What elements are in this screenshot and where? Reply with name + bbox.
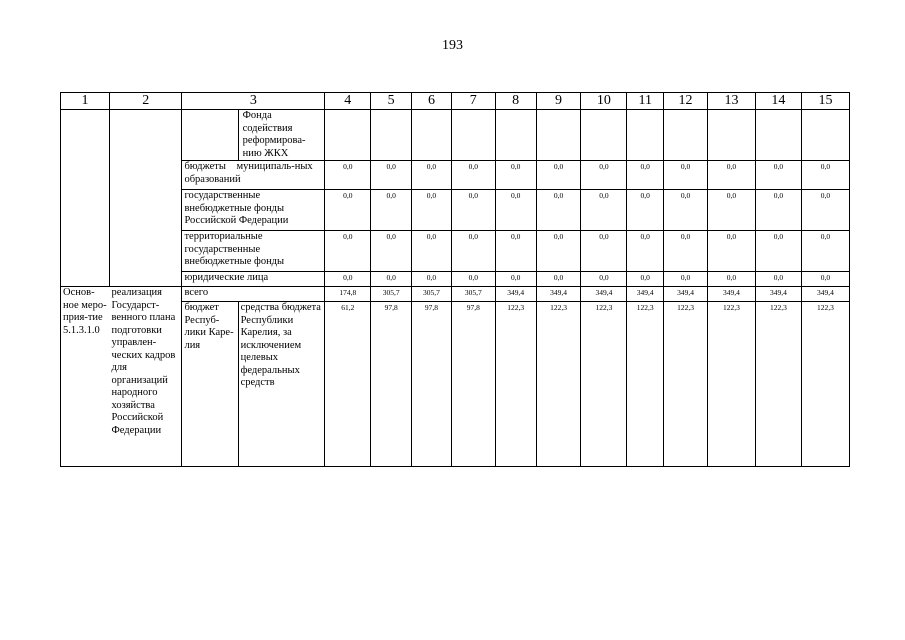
program-funding-table (60, 92, 850, 467)
value-cell: 0,0 (412, 272, 452, 287)
activity-code: Основ-ное меро-прия-тие 5.1.3.1.0 (61, 287, 110, 467)
value-cell: 0,0 (536, 231, 581, 272)
value-cell: 0,0 (412, 161, 452, 190)
value-cell (801, 110, 849, 161)
source-label (182, 161, 325, 190)
value-cell: 349,4 (536, 287, 581, 302)
source-label: всего (182, 287, 325, 302)
value-cell: 122,3 (627, 302, 664, 467)
source-label: территориальные государственные внебюджетные фонды (182, 231, 325, 272)
value-cell: 0,0 (707, 272, 755, 287)
value-cell (581, 110, 627, 161)
value-cell: 122,3 (536, 302, 581, 467)
value-cell: 0,0 (664, 231, 708, 272)
header-cell: 3 (182, 93, 325, 110)
value-cell: 0,0 (801, 161, 849, 190)
value-cell: 0,0 (536, 272, 581, 287)
header-cell: 12 (664, 93, 708, 110)
value-cell: 0,0 (412, 231, 452, 272)
table-row-total (61, 287, 850, 302)
value-cell: 97,8 (451, 302, 495, 467)
value-cell: 174,8 (325, 287, 371, 302)
header-cell: 14 (755, 93, 801, 110)
value-cell: 0,0 (371, 231, 412, 272)
value-cell: 0,0 (371, 272, 412, 287)
value-cell (325, 110, 371, 161)
value-cell: 0,0 (627, 161, 664, 190)
value-cell (536, 110, 581, 161)
value-cell: 0,0 (801, 231, 849, 272)
value-cell: 0,0 (755, 272, 801, 287)
value-cell: 0,0 (581, 272, 627, 287)
value-cell: 0,0 (495, 231, 536, 272)
value-cell: 305,7 (371, 287, 412, 302)
header-cell: 5 (371, 93, 412, 110)
header-cell: 8 (495, 93, 536, 110)
header-cell: 11 (627, 93, 664, 110)
table-row-fund (61, 110, 850, 161)
source-label-part: бюджеты (184, 161, 226, 172)
value-cell: 0,0 (707, 190, 755, 231)
value-cell: 122,3 (581, 302, 627, 467)
value-cell: 122,3 (707, 302, 755, 467)
value-cell: 122,3 (664, 302, 708, 467)
value-cell: 97,8 (371, 302, 412, 467)
value-cell: 0,0 (451, 190, 495, 231)
value-cell: 0,0 (627, 190, 664, 231)
value-cell: 97,8 (412, 302, 452, 467)
value-cell: 0,0 (664, 272, 708, 287)
header-cell: 9 (536, 93, 581, 110)
value-cell: 122,3 (495, 302, 536, 467)
value-cell (755, 110, 801, 161)
value-cell: 61,2 (325, 302, 371, 467)
value-cell: 349,4 (495, 287, 536, 302)
header-cell: 7 (451, 93, 495, 110)
empty-cell (182, 110, 238, 161)
value-cell: 122,3 (801, 302, 849, 467)
source-sublabel: средства бюджета Республики Карелия, за исключением целевых федеральных средств (238, 302, 325, 467)
value-cell: 0,0 (755, 231, 801, 272)
source-label: Фонда содействия реформирова-нию ЖКХ (238, 110, 325, 161)
value-cell: 0,0 (451, 231, 495, 272)
value-cell: 0,0 (451, 161, 495, 190)
value-cell: 0,0 (707, 231, 755, 272)
empty-cell (61, 110, 110, 287)
value-cell (412, 110, 452, 161)
value-cell: 0,0 (581, 190, 627, 231)
header-cell: 13 (707, 93, 755, 110)
value-cell: 122,3 (755, 302, 801, 467)
value-cell: 0,0 (325, 190, 371, 231)
source-label-part: муниципаль-ных образований (184, 161, 313, 185)
header-cell: 15 (801, 93, 849, 110)
value-cell: 0,0 (495, 161, 536, 190)
value-cell: 0,0 (371, 190, 412, 231)
value-cell: 0,0 (495, 190, 536, 231)
value-cell: 0,0 (664, 161, 708, 190)
header-cell: 2 (109, 93, 181, 110)
header-cell: 6 (412, 93, 452, 110)
value-cell: 305,7 (451, 287, 495, 302)
header-cell: 4 (325, 93, 371, 110)
value-cell: 0,0 (627, 272, 664, 287)
activity-name: реализация Государст-венного плана подготовки управлен-ческих кадров для организаций народного хозяйства Российской Федерации (109, 287, 181, 467)
value-cell (707, 110, 755, 161)
value-cell: 349,4 (801, 287, 849, 302)
value-cell: 0,0 (536, 161, 581, 190)
source-label: юридические лица (182, 272, 325, 287)
value-cell: 0,0 (325, 272, 371, 287)
value-cell: 0,0 (371, 161, 412, 190)
value-cell: 349,4 (627, 287, 664, 302)
value-cell: 349,4 (707, 287, 755, 302)
value-cell: 0,0 (495, 272, 536, 287)
value-cell: 0,0 (325, 231, 371, 272)
value-cell (627, 110, 664, 161)
header-row (61, 93, 850, 110)
value-cell: 0,0 (325, 161, 371, 190)
value-cell: 0,0 (801, 272, 849, 287)
value-cell: 0,0 (801, 190, 849, 231)
empty-cell (109, 110, 181, 287)
value-cell (664, 110, 708, 161)
value-cell: 0,0 (412, 190, 452, 231)
value-cell: 0,0 (627, 231, 664, 272)
value-cell (371, 110, 412, 161)
value-cell: 305,7 (412, 287, 452, 302)
source-label: государственные внебюджетные фонды Российской Федерации (182, 190, 325, 231)
value-cell (495, 110, 536, 161)
header-cell: 10 (581, 93, 627, 110)
value-cell (451, 110, 495, 161)
value-cell: 0,0 (536, 190, 581, 231)
source-label: бюджет Респуб-лики Каре-лия (182, 302, 238, 467)
value-cell: 0,0 (451, 272, 495, 287)
value-cell: 349,4 (581, 287, 627, 302)
value-cell: 0,0 (707, 161, 755, 190)
header-cell: 1 (61, 93, 110, 110)
value-cell: 0,0 (581, 161, 627, 190)
value-cell: 0,0 (755, 161, 801, 190)
value-cell: 0,0 (755, 190, 801, 231)
value-cell: 0,0 (581, 231, 627, 272)
page-number: 193 (442, 38, 463, 53)
value-cell: 0,0 (664, 190, 708, 231)
value-cell: 349,4 (755, 287, 801, 302)
value-cell: 349,4 (664, 287, 708, 302)
